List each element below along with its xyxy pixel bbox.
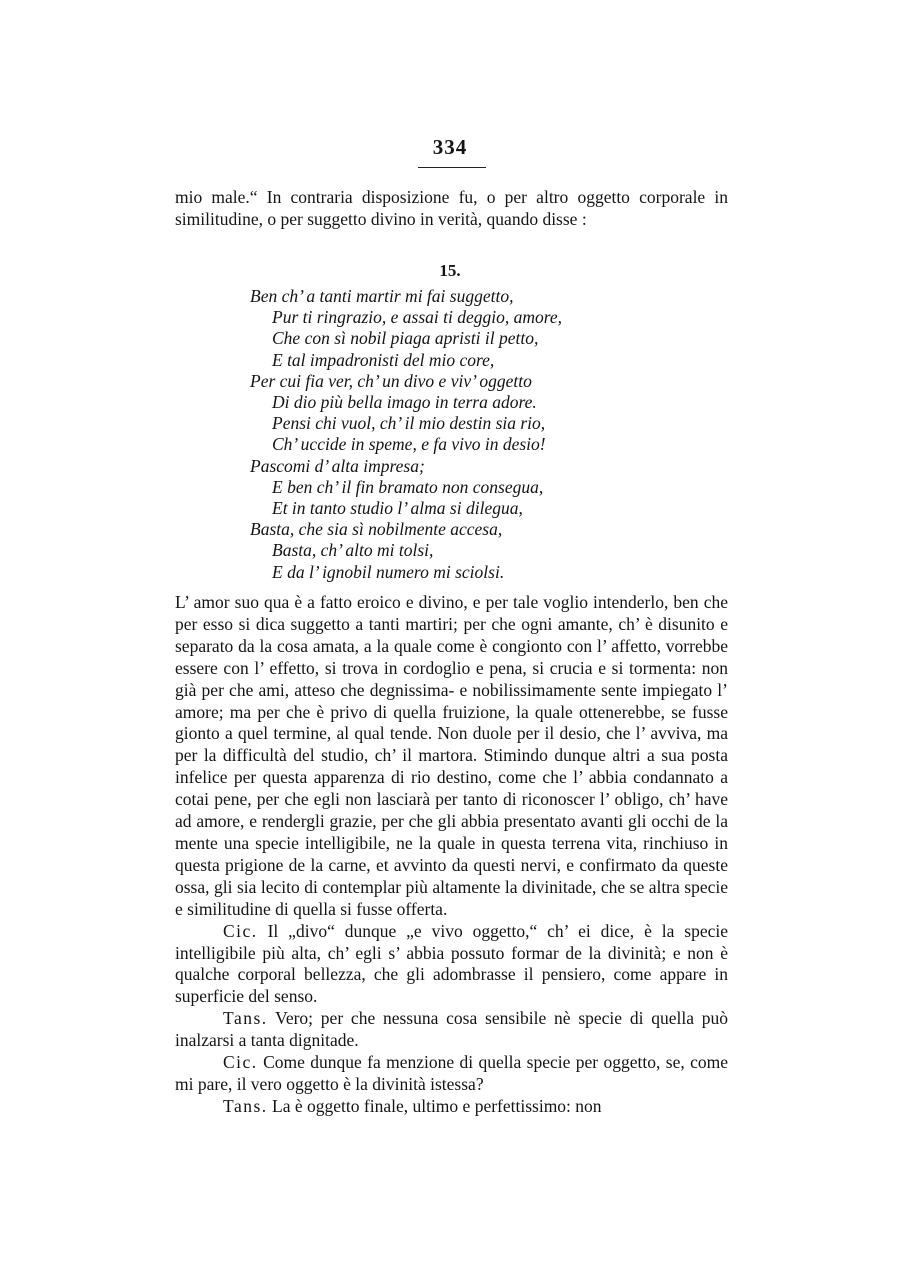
poem-line: E da l’ ignobil numero mi sciolsi.	[272, 561, 505, 582]
commentary-paragraph: L’ amor suo qua è a fatto eroico e divino, e per tale voglio intenderlo, ben che per esso si dica suggetto a tanti martiri; per che ogni amante, ch’ è disunito e separato da la cosa amata, a la quale come è congionto con l’ affetto, vorrebbe essere con l’ effetto, si trova in cordoglio e pena, si crucia e si tormenta: non già per che ami, atteso che degnissima- e nobilissimamente sente impiegato l’ amore; ma per che è privo di quella fruizione, la quale ottenerebbe, se fusse gionto a quel termine, al qual tende. Non duole per il desio, che l’ avviva, ma per la difficultà del studio, ch’ il martora. Stimindo dunque altri a sua posta infelice per questa apparenza di rio destino, come che l’ abbia condannato a cotai pene, per che egli non lasciarà per tanto di riconoscer l’ obligo, ch’ have ad amore, e rendergli grazie, per che gli abbia presentato avanti gli occhi de la mente una specie intelligibile, ne la quale in questa terrena vita, rinchiuso in questa prigione de la carne, et avvinto da questi nervi, e confirmato da queste ossa, gli sia lecito di contemplar più altamente la divinitade, che se altra specie e similitudine di quella si fusse offerta.	[175, 592, 728, 919]
sonnet-number: 15.	[439, 261, 461, 280]
poem-line: Basta, ch’ alto mi tolsi,	[272, 540, 434, 561]
speech-text: La è oggetto finale, ultimo e perfettissimo: non	[267, 1095, 602, 1116]
dialogue	[175, 921, 728, 1118]
poem-line: Pascomi d’ alta impresa;	[250, 455, 425, 476]
dialogue-paragraph	[175, 1008, 728, 1052]
sonnet	[250, 286, 562, 583]
speech-text: Come dunque fa menzione di quella specie per oggetto, se, come mi pare, il vero oggetto è la divinità istessa?	[175, 1052, 728, 1094]
speaker-name: Tans.	[223, 1095, 268, 1116]
speech-text: Vero; per che nessuna cosa sensibile nè specie di quella può inalzarsi a tanta dignitade.	[175, 1008, 728, 1051]
speech-text: Il „divo“ dunque „e vivo oggetto,“ ch’ ei dice, è la specie intelligibile più alta, ch’ egli s’ abbia possuto formar de la divinità; e non è qualche corporal bellezza, che gli adombrasse il pensiero, come appare in superficie del senso.	[175, 920, 728, 1007]
poem-line: Per cui fia ver, ch’ un divo e viv’ oggetto	[250, 370, 532, 391]
poem-line: Ben ch’ a tanti martir mi fai suggetto,	[250, 286, 514, 306]
poem-line: E tal impadronisti del mio core,	[272, 349, 495, 370]
dialogue-paragraph	[175, 1096, 728, 1118]
dialogue-paragraph	[175, 921, 728, 1009]
poem-line: Et in tanto studio l’ alma si dilegua,	[272, 498, 523, 519]
body-text	[175, 592, 728, 1118]
header-rule	[418, 167, 486, 168]
poem-line: Di dio più bella imago in terra adore.	[272, 392, 537, 413]
speaker-name: Tans.	[223, 1008, 268, 1029]
intro-paragraph: mio male.“ In contraria disposizione fu, o per altro oggetto corporale in similitudine, o per suggetto divino in verità, quando disse :	[175, 187, 728, 229]
poem-line: Che con sì nobil piaga apristi il petto,	[272, 328, 539, 349]
poem-line: Basta, che sia sì nobilmente accesa,	[250, 519, 503, 540]
dialogue-paragraph	[175, 1052, 728, 1096]
poem-line: Ch’ uccide in speme, e fa vivo in desio!	[272, 434, 546, 455]
poem-line: E ben ch’ il fin bramato non consegua,	[272, 476, 544, 497]
speaker-name: Cic.	[223, 1052, 258, 1073]
poem-line: Pur ti ringrazio, e assai ti deggio, amore,	[272, 307, 563, 328]
poem-line: Pensi chi vuol, ch’ il mio destin sia rio,	[272, 413, 546, 434]
speaker-name: Cic.	[223, 920, 258, 941]
page-number: 334	[432, 135, 468, 159]
